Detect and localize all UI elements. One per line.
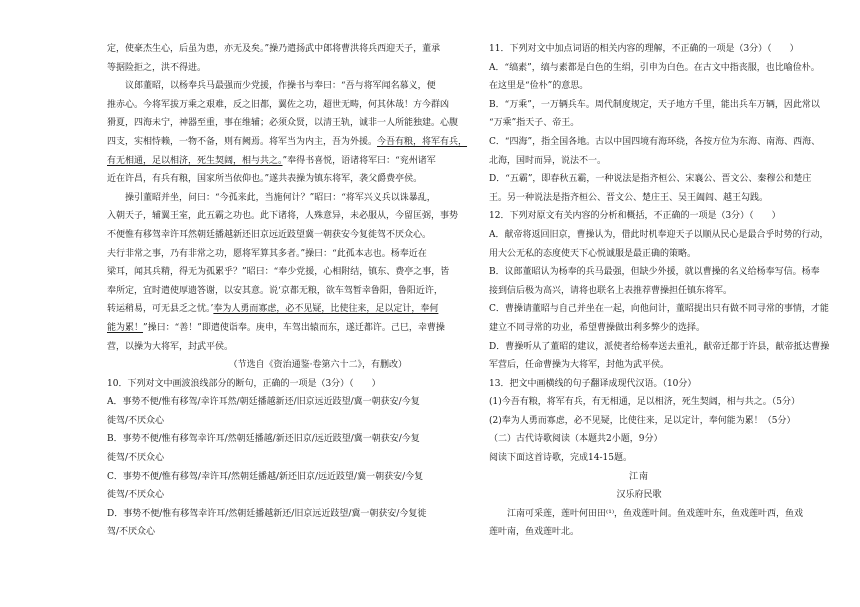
underlined-sentence: 今吾有粮，将军有兵， [377,136,468,147]
passage-line [107,319,445,338]
question-13-stem: 13．把文中画横线的句子翻译成现代汉语。（10分） [489,378,697,389]
q11-option-a[interactable]: A．“缟素”，缟与素都是白色的生绢，引申为白色。在古文中指丧服，也比喻俭朴。 [489,62,820,73]
poem-line: 江南可采莲，莲叶何田田⁽¹⁾，鱼戏莲叶间。鱼戏莲叶东，鱼戏莲叶西，鱼戏 [507,508,804,519]
passage-line: 不便惟有移驾幸许耳然朝廷播越新还旧京远近跂望冀一朝获安今复徙驾不厌众心。 [107,229,432,240]
q11-option-d-cont: 王。另一种说法是指齐桓公、晋文公、楚庄王、吴王阖闾、越王勾践。 [489,192,769,203]
q12-option-d[interactable]: D．曹操听从了董昭的建议，派使者给杨奉送去重礼，献帝迁都于许县，献帝抵达曹操 [489,341,830,352]
q12-option-d-cont: 军营后，任命曹操为大将军，封他为武平侯。 [489,360,670,371]
q10-option-b-cont: 徙驾/不厌众心 [107,453,165,464]
passage-text: ”奉得书喜悦，语诸将军曰：“兖州诸军 [282,155,436,166]
question-11-stem: 11．下列对文中加点词语的相关内容的理解，不正确的一项是（3分）（ ） [489,44,799,54]
q10-option-c-cont: 徙驾/不厌众心 [107,490,165,501]
q10-option-c[interactable]: C．事势不便/惟有移驾/幸许耳/然朝廷播越/新还旧京/远近跂望/冀一朝获安/今复 [107,471,424,482]
q12-option-b[interactable]: B．议郎董昭认为杨奉的兵马最强，但缺少外援，就以曹操的名义给杨奉写信。杨奉 [489,267,820,278]
passage-text: 四支，实相恃赖，一物不备，则有阙焉。将军当为内主，吾为外援。 [107,136,378,147]
q10-option-d[interactable]: D．事势不便/惟有移驾幸许耳/然朝廷播越新还/旧京远近跂望/冀一朝获安/今复徙 [107,508,427,519]
passage-line [107,300,439,319]
passage-line: 猾夏，四海未宁，神器至重，事在维辅；必须众贤，以清王轨，诚非一人所能独建。心腹 [107,118,459,129]
q13-item-2: (2)奉为人勇而寡虑，必不见疑，比使往来，足以定计，奉何能为累！（5分） [489,415,796,426]
q11-option-a-cont: 在这里是“俭朴”的意思。 [489,81,589,92]
passage-text: 转运稍易，可无县乏之忧。’ [107,304,214,315]
passage-line: 议郎董昭，以杨奉兵马最强而少党援，作操书与奉曰：“吾与将军闻名慕义，便 [125,81,436,92]
q12-option-a-cont: 用大公无私的态度使天下心悦诚服是最正确的策略。 [489,248,697,259]
right-column [489,40,830,542]
passage-line: 梁耳，闻其兵精，得无为孤累乎？”昭曰：“奉少党援，心相附结，镇东、费亭之事，皆 [107,267,450,278]
passage-line: 操引董昭并坐，问曰：“今孤来此，当施何计？”昭曰：“将军兴义兵以诛暴乱， [125,192,436,203]
question-10-stem: 10．下列对文中画波浪线部分的断句，正确的一项是（3分）（ ） [107,378,381,389]
q11-option-c-cont: 北海，国时而异，说法不一。 [489,155,607,166]
q10-option-d-cont: 驾/不厌众心 [107,527,156,538]
q11-option-b[interactable]: B．“万乘”，一万辆兵车。周代制度规定，天子地方千里，能出兵车万辆，因此常以 [489,99,820,110]
passage-line: 奉所定，宜时遣使厚遗答谢，以安其意。说‘京都无粮，欲车驾暂幸鲁阳，鲁阳近许， [107,285,443,296]
passage-line: 入朝天子，辅翼王室，此五霸之功也。此下诸将，人殊意异，未必服从，今留匡弼，事势 [107,211,459,222]
underlined-sentence: 能为累！ [107,322,144,333]
underlined-sentence: 有无相通，足以相济，死生契阔，相与共之。 [107,155,283,166]
q10-option-a[interactable]: A．事势不便/惟有移驾/幸许耳然/朝廷播越新还/旧京远近跂望/冀一朝获安/今复 [107,397,420,408]
poem-author: 汉乐府民歌 [616,490,662,501]
q11-option-d[interactable]: D．“五霸”，即春秋五霸，一种说法是指齐桓公、宋襄公、晋文公、秦穆公和楚庄 [489,174,812,185]
passage-line: 近在许昌，有兵有粮，国家所当依仰也。”遂共表操为镇东将军，袭父爵费亭侯。 [107,174,423,185]
source-note: （节选自《资治通鉴·卷第六十二》，有删改） [228,360,407,371]
section-heading: （二）古代诗歌阅读（本题共2小题，9分） [489,434,663,445]
q10-option-a-cont: 徙驾/不厌众心 [107,415,165,426]
poem-title: 江南 [628,471,649,482]
passage-line: 等据险拒之，洪不得进。 [107,62,207,73]
passage-line [107,133,468,152]
q10-option-b[interactable]: B．事势不便/惟有移驾幸许耳/然朝廷播越/新还旧京/远近跂望/冀一朝获安/今复 [107,434,420,445]
poem-line: 莲叶南，鱼戏莲叶北。 [489,527,580,538]
passage-text: ”操曰：“善！”即遣使诣奉。庚申，车驾出辕而东，遂迁都许。己巳，幸曹操 [143,322,445,333]
q12-option-a[interactable]: A．献帝将返回旧京，曹操认为，借此时机奉迎天子以顺从民心是最合乎时势的行动， [489,229,829,240]
poem-instruction: 阅读下面这首诗歌，完成14-15题。 [489,453,632,464]
passage-line [107,152,436,171]
passage-line: 夫行非常之事，乃有非常之功，愿将军算其多者。”操曰：“此孤本志也。杨奉近在 [107,248,427,259]
passage-line: 推赤心。今将军拔万乘之艰难，反之旧都，翼佐之功，超世无畴，何其休哉！方今群凶 [107,99,450,110]
passage-line: 定，使豪杰生心，后虽为患，亦无及矣。”操乃遣扬武中郎将曹洪将兵西迎天子，董承 [107,44,441,54]
passage-line: 营，以操为大将军，封武平侯。 [107,341,234,352]
q12-option-b-cont: 接到信后极为高兴，请将也联名上表推荐曹操担任镇东将军。 [489,285,733,296]
q12-option-c-cont: 建立不同寻常的功业，希望曹操做出利多弊少的选择。 [489,322,706,333]
q11-option-c[interactable]: C．“四海”，指全国各地。古以中国四境有海环绕，各按方位为东海、南海、西海、 [489,136,821,147]
q11-option-b-cont: “万乘”指天子、帝王。 [489,118,580,129]
left-column [107,40,468,542]
underlined-sentence: 奉为人勇而寡虑，必不见疑，比使往来，足以定计，奉何 [213,304,439,315]
question-12-stem: 12．下列对原文有关内容的分析和概括，不正确的一项是（3分）（ ） [489,211,781,222]
q13-item-1: (1)今吾有粮，将军有兵，有无相通，足以相济，死生契阔，相与共之。（5分） [489,397,800,408]
q12-option-c[interactable]: C．曹操请董昭与自己并坐在一起，向他问计，董昭提出只有做不同寻常的事情，才能 [489,304,829,315]
